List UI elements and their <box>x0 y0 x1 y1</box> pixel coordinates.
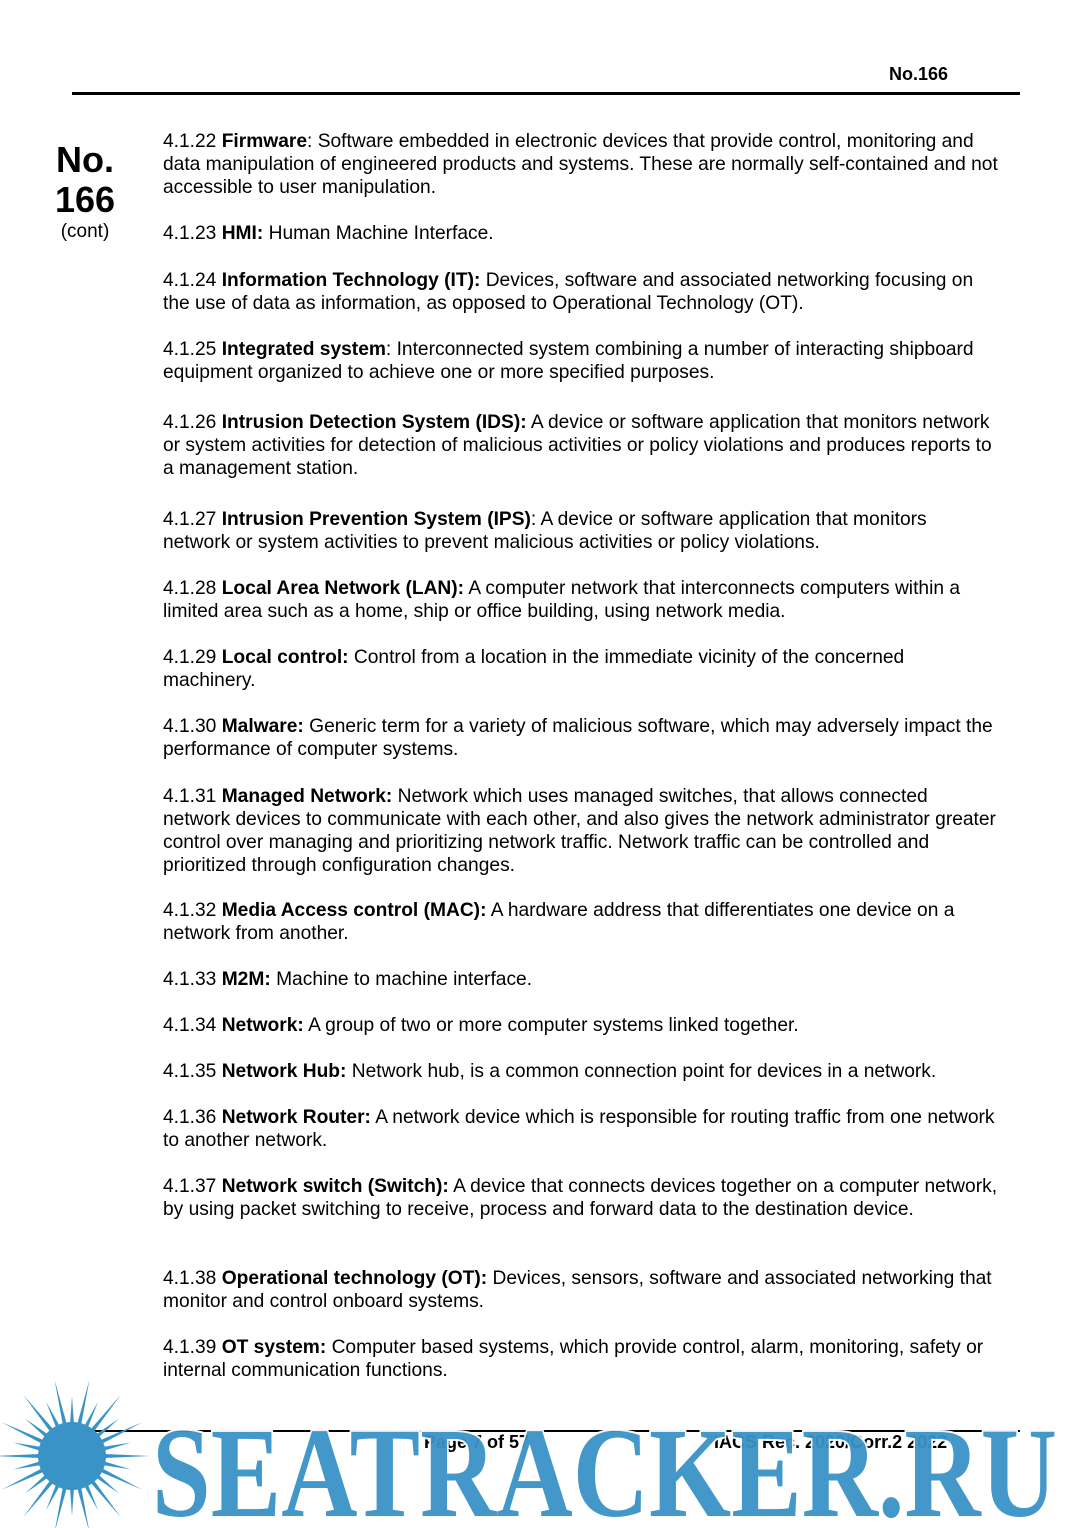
sun-ray <box>2 1422 46 1445</box>
definition-entry: 4.1.33 M2M: Machine to machine interface. <box>163 969 533 990</box>
sun-ray <box>2 1467 46 1490</box>
sidebar-no: No. <box>56 139 114 180</box>
definition-entry: 4.1.31 Managed Network: Network which uses managed switches, that allows connected network devices to communicate with each other, and also gives the network administrator greater control over managing and prioritizing network traffic. Network traffic can be controlled and prioritized through configuration changes. <box>163 786 996 876</box>
sun-ray <box>98 1422 142 1445</box>
definition-entry: 4.1.23 HMI: Human Machine Interface. <box>163 223 494 244</box>
definition-entry: 4.1.29 Local control: Control from a location in the immediate vicinity of the concerned machinery. <box>163 647 905 691</box>
sun-ray <box>23 1478 55 1517</box>
definition-entry: 4.1.26 Intrusion Detection System (IDS): A device or software application that monitors network or system activities for detection of malicious activities or policy violations and produces reports to a management station. <box>163 412 992 479</box>
definition-entry: 4.1.34 Network: A group of two or more computer systems linked together. <box>163 1015 799 1036</box>
footer-page-number: Page 7 of 57 <box>424 1432 530 1452</box>
definition-entry: 4.1.22 Firmware: Software embedded in electronic devices that provide control, monitoring and data manipulation of engineered products and systems. These are normally self-contained and not accessible to user manipulation. <box>163 131 998 198</box>
sun-ray <box>89 1478 121 1517</box>
sidebar-label <box>50 140 120 244</box>
definition-entry: 4.1.32 Media Access control (MAC): A hardware address that differentiates one device on a network from another. <box>163 900 955 944</box>
svg-text:SEATRACKER.RU: SEATRACKER.RU <box>152 1402 1057 1528</box>
sun-ray <box>70 1486 74 1516</box>
definition-entry: 4.1.27 Intrusion Prevention System (IPS): A device or software application that monitors network or system activities to prevent malicious activities or policy violations. <box>163 509 927 553</box>
footer-reference: IACS Rec. 2020/Corr.2 2022 <box>714 1432 948 1452</box>
definition-entry: 4.1.39 OT system: Computer based systems, which provide control, alarm, monitoring, safety or internal communication functions. <box>163 1337 984 1381</box>
definition-entry: 4.1.28 Local Area Network (LAN): A computer network that interconnects computers within a limited area such as a home, ship or office building, using network media. <box>163 578 961 622</box>
sun-watermark-icon <box>0 1368 170 1528</box>
definition-entry: 4.1.24 Information Technology (IT): Devices, software and associated networking focusing on the use of data as information, as opposed to Operational Technology (OT). <box>163 270 974 314</box>
header-doc-number: No.166 <box>888 64 948 84</box>
sun-ray <box>0 1454 42 1458</box>
definition-entry: 4.1.37 Network switch (Switch): A device that connects devices together on a computer network, by using packet switching to receive, process and forward data to the destination device. <box>163 1176 998 1220</box>
definition-entry: 4.1.35 Network Hub: Network hub, is a common connection point for devices in a network. <box>163 1061 937 1082</box>
sun-ray <box>102 1454 150 1458</box>
definition-entry: 4.1.30 Malware: Generic term for a variety of malicious software, which may adversely impact the performance of computer systems. <box>163 716 993 760</box>
sidebar-number: 166 <box>54 179 116 220</box>
sun-ray <box>70 1396 74 1426</box>
watermark-logo <box>152 1388 1072 1528</box>
definition-entry: 4.1.36 Network Router: A network device which is responsible for routing traffic from one network to another network. <box>163 1107 995 1151</box>
sun-ray <box>89 1395 121 1434</box>
header-rule <box>72 92 1020 95</box>
sun-ray <box>98 1467 142 1490</box>
sidebar-cont: (cont) <box>60 221 110 242</box>
sun-ray <box>77 1380 90 1427</box>
definition-entry: 4.1.25 Integrated system: Interconnected system combining a number of interacting shipboard equipment organized to achieve one or more specified purposes. <box>163 339 974 383</box>
sun-ray <box>23 1395 55 1434</box>
definition-entry: 4.1.38 Operational technology (OT): Devices, sensors, software and associated networking that monitor and control onboard systems. <box>163 1268 992 1312</box>
sun-ray <box>55 1380 68 1427</box>
